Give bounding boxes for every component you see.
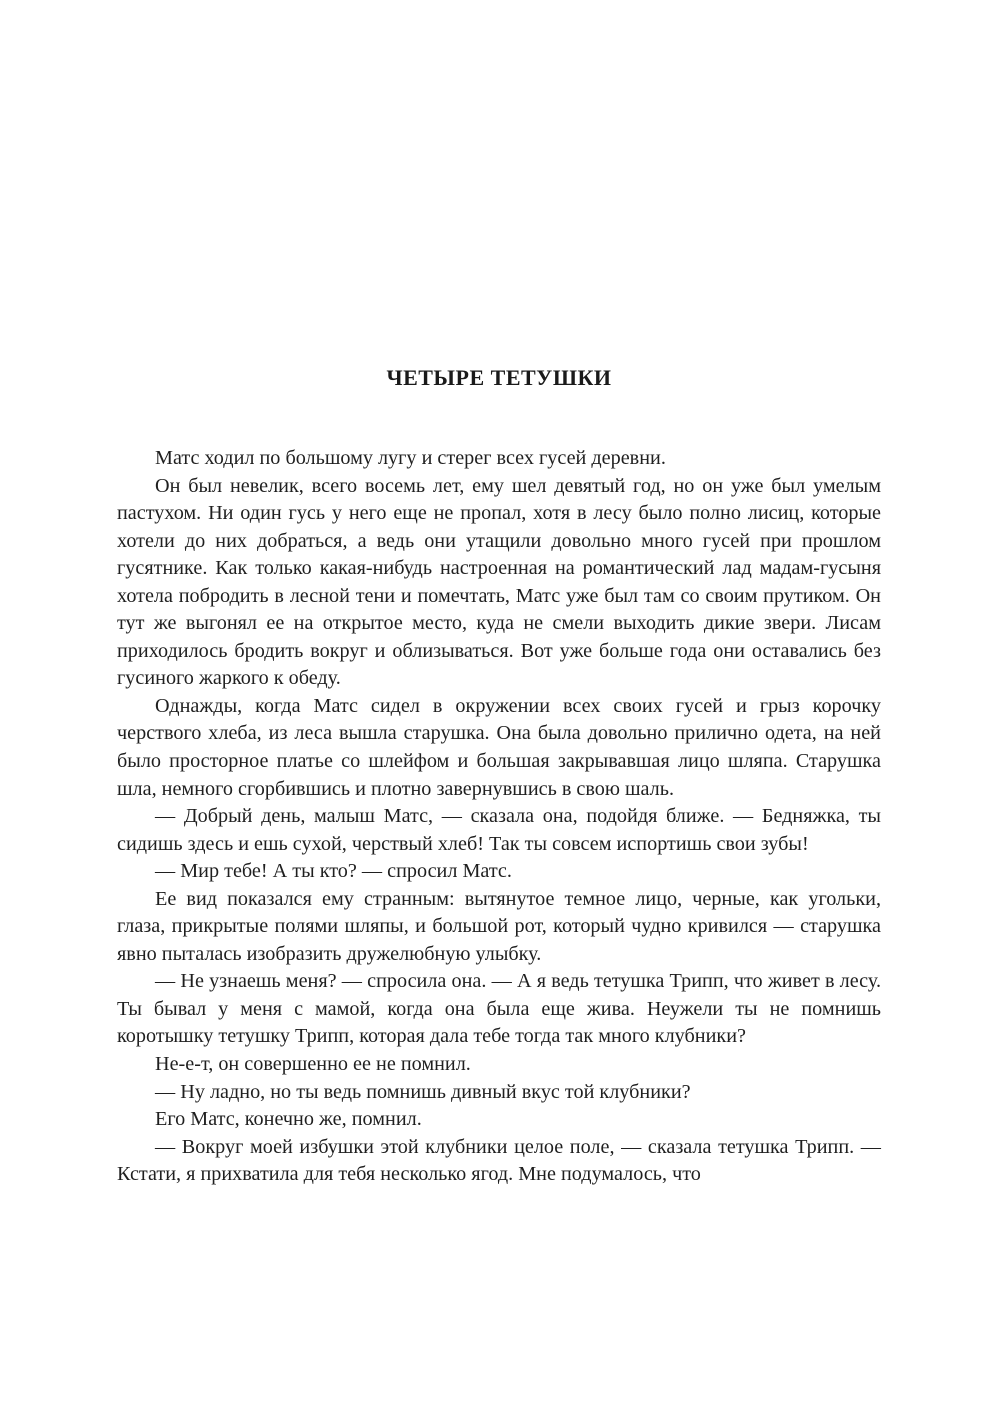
paragraph: Ее вид показался ему странным: вытянутое темное лицо, черные, как угольки, глаза, прикрытые полями шляпы, и большой рот, который чудно кривился — старушка явно пыталась изобразить дружелюбную улыбку.: [117, 887, 881, 965]
chapter-title: ЧЕТЫРЕ ТЕТУШКИ: [386, 365, 612, 390]
paragraph-dialogue: — Мир тебе! А ты кто? — спросил Матс.: [155, 860, 512, 883]
paragraph-dialogue: — Не узнаешь меня? — спросила она. — А я ведь тетушка Трипп, что живет в лесу. Ты бывал у меня с мамой, когда она была еще жива. Неужели ты не помнишь коротышку тетушку Трипп, которая дала тебе тогда так много клубники?: [117, 970, 881, 1048]
paragraph-dialogue: — Ну ладно, но ты ведь помнишь дивный вкус той клубники?: [155, 1080, 691, 1103]
paragraph: Матс ходил по большому лугу и стерег всех гусей деревни.: [155, 447, 666, 469]
paragraph: Не-е-т, он совершенно ее не помнил.: [155, 1053, 471, 1076]
paragraph: Он был невелик, всего восемь лет, ему шел девятый год, но он уже был умелым пастухом. Ни один гусь у него еще не пропал, хотя в лесу было полно лисиц, которые хотели до них добраться, а ведь они утащили довольно много гусей при прошлом гусятнике. Как только какая-нибудь настроенная на романтический лад мадам-гусыня хотела побродить в лесной тени и помечтать, Матс уже был там со своим прутиком. Он тут же выгонял ее на открытое место, куда не смели выходить дикие звери. Лисам приходилось бродить вокруг и облизываться. Вот уже больше года они оставались без гусиного жаркого к обеду.: [117, 474, 881, 690]
paragraph-dialogue: — Добрый день, малыш Матс, — сказала она, подойдя ближе. — Бедняжка, ты сидишь здесь и ешь сухой, черствый хлеб! Так ты совсем испортишь свои зубы!: [117, 805, 881, 855]
paragraph-dialogue: — Вокруг моей избушки этой клубники целое поле, — сказала тетушка Трипп. — Кстати, я прихватила для тебя несколько ягод. Мне подумалось, что: [117, 1135, 881, 1186]
chapter-body: [117, 445, 881, 1189]
paragraph: Однажды, когда Матс сидел в окружении всех своих гусей и грыз корочку черствого хлеба, из леса вышла старушка. Она была довольно прилично одета, на ней было просторное платье со шлейфом и большая закрывавшая лицо шляпа. Старушка шла, немного сгорбившись и плотно завернувшись в свою шаль.: [117, 694, 881, 800]
paragraph: Его Матс, конечно же, помнил.: [155, 1108, 422, 1131]
